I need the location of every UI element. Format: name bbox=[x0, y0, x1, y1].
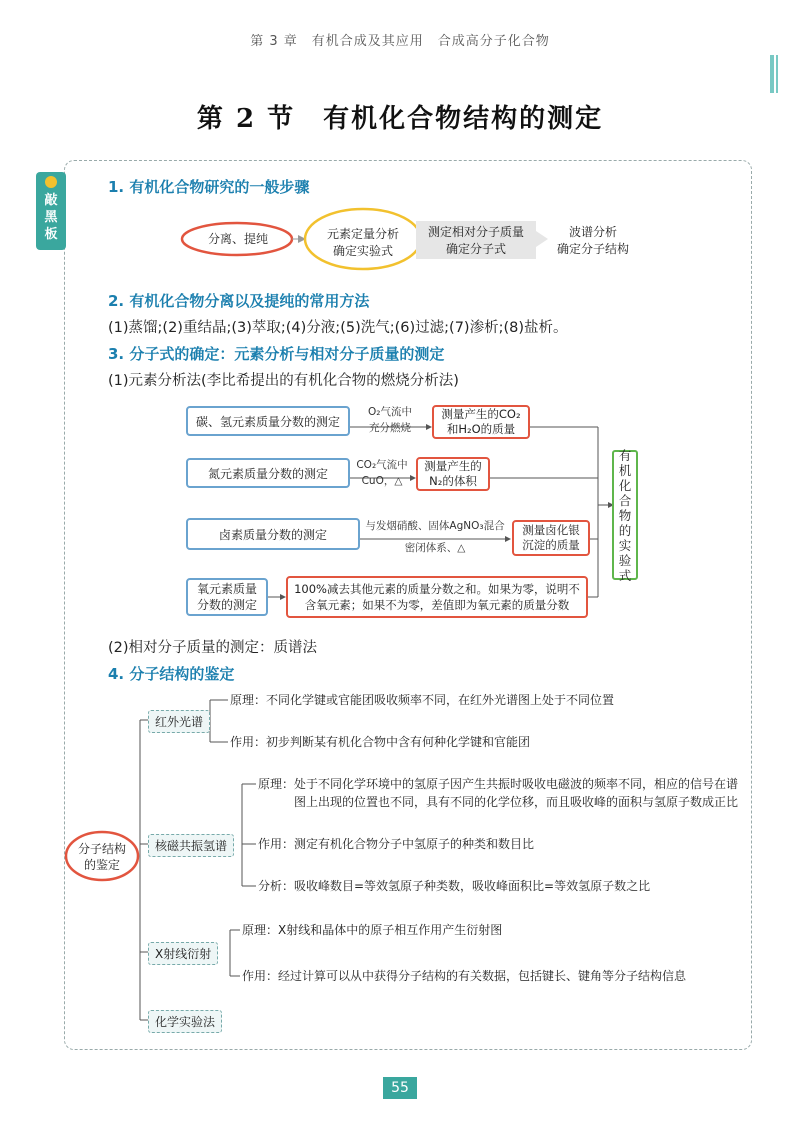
row1-result: 测量产生的CO₂ 和H₂O的质量 bbox=[432, 405, 530, 439]
row2-cond-top: CO₂气流中 bbox=[356, 459, 408, 471]
section-2-text: (1)蒸馏;(2)重结晶;(3)萃取;(4)分液;(5)洗气;(6)过滤;(7)渗析;(8)盐析。 bbox=[108, 320, 568, 336]
tree-root: 分子结构 的鉴定 bbox=[77, 842, 126, 872]
nmr-label: 核磁共振氢谱 bbox=[148, 834, 234, 857]
nmr-analysis: 分析：吸收峰数目=等效氢原子种类数，吸收峰面积比=等效氢原子数之比 bbox=[258, 879, 651, 893]
row3-left: 卤素质量分数的测定 bbox=[186, 518, 360, 550]
nmr-principle-2: 图上出现的位置也不同，具有不同的化学位移，而且吸收峰的面积与氢原子数成正比 bbox=[294, 795, 739, 809]
step-4: 波谱分析 确定分子结构 bbox=[556, 225, 629, 256]
row4-result: 100%减去其他元素的质量分数之和。如果为零，说明不 含氧元素；如果不为零，差值即为氧元素的质量分数 bbox=[286, 576, 588, 618]
acorn-icon bbox=[45, 176, 57, 188]
section-3-sub1: (1)元素分析法(李比希提出的有机化合物的燃烧分析法) bbox=[108, 373, 459, 389]
row2-left: 氮元素质量分数的测定 bbox=[186, 458, 350, 488]
section-4-title: 4. 分子结构的鉴定 bbox=[108, 665, 235, 683]
page-number: 55 bbox=[383, 1077, 417, 1099]
xray-use: 作用：经过计算可以从中获得分子结构的有关数据，包括键长、键角等分子结构信息 bbox=[242, 969, 687, 983]
section-1-title: 1. 有机化合物研究的一般步骤 bbox=[108, 178, 310, 196]
step-1: 分离、提纯 bbox=[207, 232, 268, 246]
row3-cond-bottom: 密闭体系、△ bbox=[404, 542, 466, 554]
side-tab bbox=[36, 172, 66, 250]
xray-principle: 原理：X射线和晶体中的原子相互作用产生衍射图 bbox=[242, 923, 503, 937]
section-3-title: 3. 分子式的确定：元素分析与相对分子质量的测定 bbox=[108, 345, 445, 363]
row2-result: 测量产生的 N₂的体积 bbox=[416, 457, 490, 491]
ir-label: 红外光谱 bbox=[148, 710, 210, 733]
edge-marker-thin bbox=[776, 55, 778, 93]
chem-label: 化学实验法 bbox=[148, 1010, 222, 1033]
edge-marker bbox=[770, 55, 774, 93]
row3-cond-top: 与发烟硝酸、固体AgNO₃混合 bbox=[365, 520, 505, 532]
row2-cond-bottom: CuO，△ bbox=[361, 475, 403, 487]
page-title: 第 2 节 有机化合物结构的测定 bbox=[196, 104, 604, 134]
xray-label: X射线衍射 bbox=[148, 942, 218, 965]
side-tab-label: 敲 黑 板 bbox=[44, 193, 58, 242]
nmr-principle-1: 原理：处于不同化学环境中的氢原子因产生共振时吸收电磁波的频率不同，相应的信号在谱 bbox=[258, 777, 739, 791]
row1-left: 碳、氢元素质量分数的测定 bbox=[186, 406, 350, 436]
section-2-title: 2. 有机化合物分离以及提纯的常用方法 bbox=[108, 292, 370, 310]
ir-use: 作用：初步判断某有机化合物中含有何种化学键和官能团 bbox=[230, 735, 531, 749]
step-2: 元素定量分析 确定实验式 bbox=[326, 227, 399, 258]
row1-cond-bottom: 充分燃烧 bbox=[369, 422, 411, 434]
nmr-use: 作用：测定有机化合物分子中氢原子的种类和数目比 bbox=[258, 837, 535, 851]
step-3: 测定相对分子质量 确定分子式 bbox=[427, 225, 524, 256]
final-box: 有 机 化 合 物 的 实 验 式 bbox=[612, 450, 638, 580]
chapter-header: 第 3 章 有机合成及其应用 合成高分子化合物 bbox=[250, 34, 550, 49]
ir-principle: 原理：不同化学键或官能团吸收频率不同，在红外光谱图上处于不同位置 bbox=[230, 693, 615, 707]
section-3-sub2: (2)相对分子质量的测定：质谱法 bbox=[108, 640, 318, 656]
row3-result: 测量卤化银 沉淀的质量 bbox=[512, 520, 590, 556]
row4-left: 氧元素质量 分数的测定 bbox=[186, 578, 268, 616]
row1-cond-top: O₂气流中 bbox=[368, 406, 412, 418]
